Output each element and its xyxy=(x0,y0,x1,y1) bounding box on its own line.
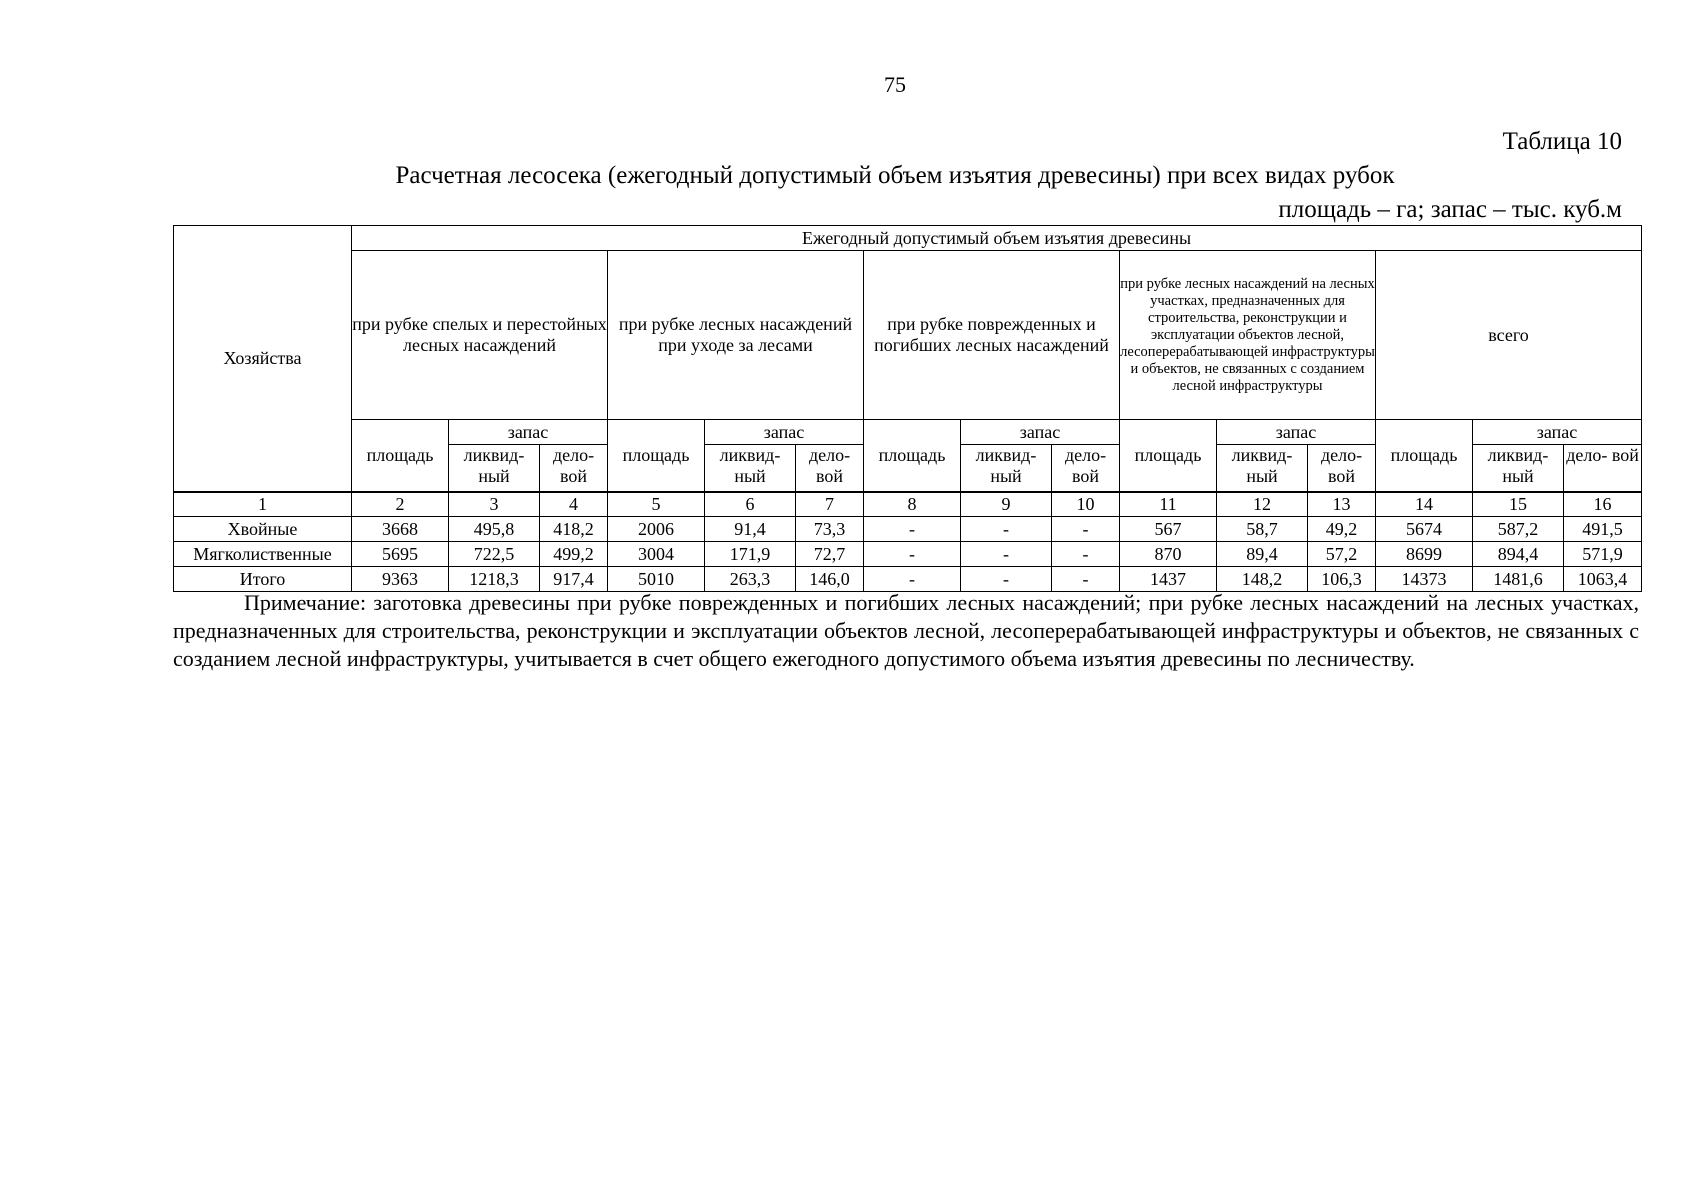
table-row xyxy=(174,567,1642,592)
allowable-cut-table xyxy=(173,225,1642,592)
header-business: дело- вой xyxy=(1308,445,1376,493)
header-group-label: при рубке спелых и перестойных лесных насаждений xyxy=(352,314,607,355)
table-cell: - xyxy=(961,542,1052,567)
table-cell: - xyxy=(1052,567,1120,592)
header-annual: Ежегодный допустимый объем изъятия древесины xyxy=(352,226,1642,251)
table-cell: 491,5 xyxy=(1564,517,1642,542)
table-cell: 1437 xyxy=(1120,567,1217,592)
column-number: 11 xyxy=(1120,492,1217,517)
header-business: дело- вой xyxy=(540,445,608,493)
table-cell: 106,3 xyxy=(1308,567,1376,592)
column-number: 12 xyxy=(1217,492,1308,517)
header-liquid: ликвид- ный xyxy=(449,445,540,493)
header-stock: запас xyxy=(449,420,608,445)
table-title: Расчетная лесосека (ежегодный допустимый объем изъятия древесины) при всех видах рубок xyxy=(395,162,1395,189)
table-cell: - xyxy=(961,517,1052,542)
column-number: 5 xyxy=(608,492,705,517)
column-number: 15 xyxy=(1473,492,1564,517)
header-farms: Хозяйства xyxy=(174,226,352,493)
table-row xyxy=(174,542,1642,567)
table-cell: 499,2 xyxy=(540,542,608,567)
column-number: 3 xyxy=(449,492,540,517)
table-cell: 49,2 xyxy=(1308,517,1376,542)
header-liquid: ликвид- ный xyxy=(961,445,1052,493)
header-stock: запас xyxy=(1473,420,1642,445)
column-number: 10 xyxy=(1052,492,1120,517)
column-number: 16 xyxy=(1564,492,1642,517)
table-cell: 870 xyxy=(1120,542,1217,567)
table-note: Примечание: заготовка древесины при рубке поврежденных и погибших лесных насаждений; при рубке лесных насаждений на лесных участках, предназначенных для строительства, реконструкции и эксплуатации объектов лесной, лесоперерабатывающей инфраструктуры и объектов, не связанных с созданием лесной инфраструктуры, учитывается в счет общего ежегодного допустимого объема изъятия древесины по лесничеству. xyxy=(173,590,1639,671)
column-number: 9 xyxy=(961,492,1052,517)
table-cell: 146,0 xyxy=(796,567,864,592)
header-group-label: при рубке лесных насаждений на лесных участках, предназначенных для строительства, реконструкции и эксплуатации объектов лесной, лесоперерабатывающей инфраструктуры и объектов, не связанных с созданием лесной инфраструктуры xyxy=(1120,275,1375,394)
header-group-damaged xyxy=(864,251,1120,420)
table-cell: 9363 xyxy=(352,567,449,592)
column-number: 13 xyxy=(1308,492,1376,517)
column-number: 6 xyxy=(705,492,796,517)
table-cell: 263,3 xyxy=(705,567,796,592)
table-cell: - xyxy=(864,567,961,592)
column-number: 4 xyxy=(540,492,608,517)
table-cell: 14373 xyxy=(1376,567,1473,592)
header-group-mature xyxy=(352,251,608,420)
table-cell: 917,4 xyxy=(540,567,608,592)
table-label: Таблица 10 xyxy=(1502,128,1622,155)
header-group-care xyxy=(608,251,864,420)
table-cell: 3004 xyxy=(608,542,705,567)
table-cell: 5674 xyxy=(1376,517,1473,542)
table-row xyxy=(174,517,1642,542)
column-number-row xyxy=(174,492,1642,517)
column-number: 1 xyxy=(174,492,352,517)
table-cell: 571,9 xyxy=(1564,542,1642,567)
table-cell: 5695 xyxy=(352,542,449,567)
column-number: 7 xyxy=(796,492,864,517)
table-cell: 171,9 xyxy=(705,542,796,567)
header-group-label: при рубке поврежденных и погибших лесных насаждений xyxy=(874,314,1109,355)
table-cell: 2006 xyxy=(608,517,705,542)
table-cell: - xyxy=(864,542,961,567)
table-cell: 91,4 xyxy=(705,517,796,542)
column-number: 8 xyxy=(864,492,961,517)
column-number: 2 xyxy=(352,492,449,517)
units-note: площадь – га; запас – тыс. куб.м xyxy=(1278,196,1622,223)
table-cell: 722,5 xyxy=(449,542,540,567)
table-cell: 89,4 xyxy=(1217,542,1308,567)
table-cell: 1063,4 xyxy=(1564,567,1642,592)
header-area: площадь xyxy=(352,420,449,493)
table-cell: - xyxy=(864,517,961,542)
header-business: дело- вой xyxy=(1052,445,1120,493)
header-group-label: всего xyxy=(1488,324,1529,345)
table-cell: 587,2 xyxy=(1473,517,1564,542)
table-cell: 8699 xyxy=(1376,542,1473,567)
table-cell: 5010 xyxy=(608,567,705,592)
header-group-construction xyxy=(1120,251,1376,420)
header-business: дело- вой xyxy=(1564,445,1642,493)
table-cell: 894,4 xyxy=(1473,542,1564,567)
table-cell: 3668 xyxy=(352,517,449,542)
table-cell: 57,2 xyxy=(1308,542,1376,567)
row-name: Мягколиственные xyxy=(174,542,352,567)
header-liquid: ликвид- ный xyxy=(705,445,796,493)
table-cell: 148,2 xyxy=(1217,567,1308,592)
header-area: площадь xyxy=(864,420,961,493)
row-name: Итого xyxy=(174,567,352,592)
table-cell: - xyxy=(1052,542,1120,567)
table-cell: - xyxy=(1052,517,1120,542)
header-group-total xyxy=(1376,251,1642,420)
header-stock: запас xyxy=(705,420,864,445)
header-area: площадь xyxy=(1120,420,1217,493)
header-stock: запас xyxy=(1217,420,1376,445)
header-stock: запас xyxy=(961,420,1120,445)
table-cell: 567 xyxy=(1120,517,1217,542)
header-group-label: при рубке лесных насаждений при уходе за лесами xyxy=(618,314,853,355)
header-liquid: ликвид- ный xyxy=(1217,445,1308,493)
header-liquid: ликвид- ный xyxy=(1473,445,1564,493)
table-cell: 418,2 xyxy=(540,517,608,542)
header-business: дело- вой xyxy=(796,445,864,493)
table-cell: 1218,3 xyxy=(449,567,540,592)
table-cell: 495,8 xyxy=(449,517,540,542)
column-number: 14 xyxy=(1376,492,1473,517)
row-name: Хвойные xyxy=(174,517,352,542)
page-number: 75 xyxy=(884,72,906,97)
table-cell: - xyxy=(961,567,1052,592)
table-cell: 72,7 xyxy=(796,542,864,567)
header-area: площадь xyxy=(1376,420,1473,493)
table-cell: 1481,6 xyxy=(1473,567,1564,592)
table-cell: 58,7 xyxy=(1217,517,1308,542)
header-area: площадь xyxy=(608,420,705,493)
table-cell: 73,3 xyxy=(796,517,864,542)
